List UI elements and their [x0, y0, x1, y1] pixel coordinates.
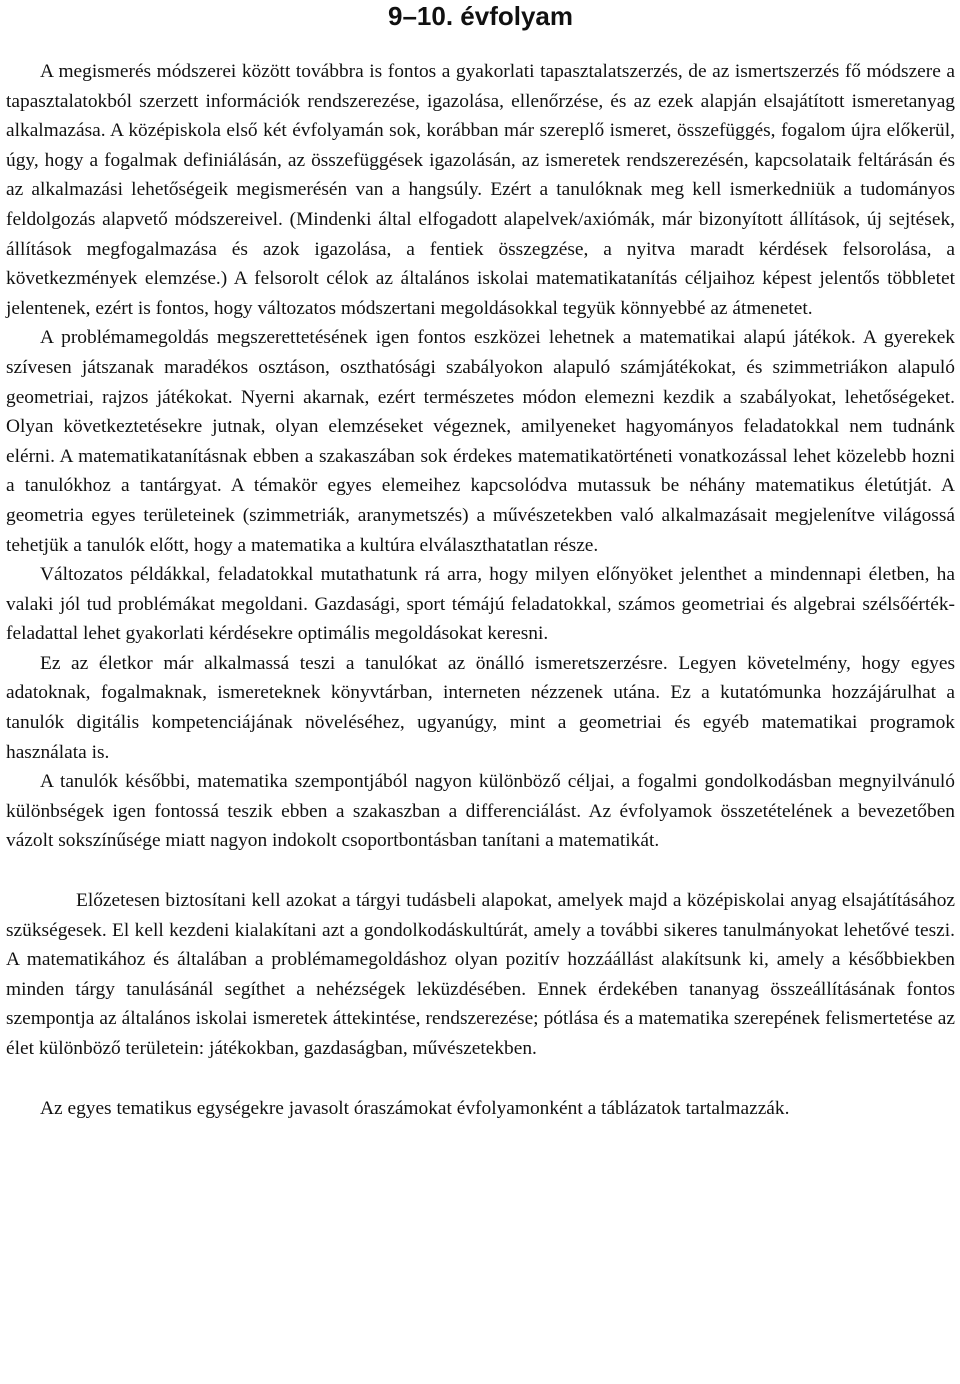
paragraph-independent-learning: Ez az életkor már alkalmassá teszi a tanulókat az önálló ismeretszerzésre. Legyen követelmény, hogy egyes adatoknak, fogalmaknak, ismereteknek könyvtárban, interneten nézzenek utána. Ez a kutatómunka hozzájárulhat a tanulók digitális kompetenciájának növeléséhez, ugyanúgy, mint a geometriai és egyéb matematikai programok használata is.: [6, 652, 955, 763]
page-title: 9–10. évfolyam: [387, 1, 573, 31]
paragraph-learning-methods: A megismerés módszerei között továbbra is fontos a gyakorlati tapasztalatszerzés, de az ismertszerzés fő módszere a tapasztalatokból szerzett információk rendszerezése, igazolása, ellenőrzése, és az ezek alapján elsajátított ismeretanyag alkalmazása. A középiskola első két évfolyamán sok, korábban már szereplő ismeret, összefüggés, fogalom újra előkerül, úgy, hogy a fogalmak definiálásán, az összefüggések igazolásán, az ismeretek rendszerezésén, kapcsolataik feltárásán és az alkalmazási lehetőségeik megismerésén van a hangsúly. Ezért a tanulóknak meg kell ismerkedniük a tudományos feldolgozás alapvető módszereivel. (Mindenki által elfogadott alapelvek/axiómák, már bizonyított állítások, új sejtések, állítások megfogalmazása és azok igazolása, a fentiek összegzése, a nyitva maradt kérdések felsorolása, a következmények elemzése.) A felsorolt célok az általános iskolai matematikatanítás céljaihoz képest jelentős többletet jelentenek, ezért is fontos, hogy változatos módszertani megoldásokkal tegyük könnyebbé az átmenetet.: [6, 61, 955, 319]
paragraph-practical-examples: Változatos példákkal, feladatokkal mutathatunk rá arra, hogy milyen előnyöket jelenthet a mindennapi életben, ha valaki jól tud problémákat megoldani. Gazdasági, sport témájú feladatokkal, számos geometriai és algebrai szélsőérték-feladattal lehet gyakorlati kérdésekre optimális megoldásokat keresni.: [6, 564, 955, 645]
paragraph-tables-note: Az egyes tematikus egységekre javasolt óraszámokat évfolyamonként a táblázatok tartalmazzák.: [40, 1097, 790, 1119]
paragraph-foundations: Előzetesen biztosítani kell azokat a tárgyi tudásbeli alapokat, amelyek majd a középiskolai anyag elsajátításához szükségesek. El kell kezdeni kialakítani azt a gondolkodáskultúrát, amely a további sikeres tanulmányokat lehetővé teszi. A matematikához és általában a problémamegoldáshoz olyan pozitív hozzáállást alakítsunk ki, amely a későbbiekben minden tárgy tanulásánál segíthet a nehézségek leküzdésében. Ennek érdekében tananyag összeállításának fontos szempontja az általános iskolai ismeretek áttekintése, rendszerezése; pótlása és a matematika szerepének felismertetése az élet különböző területein: játékokban, gazdaságban, művészetekben.: [6, 890, 955, 1059]
paragraph-math-games: A problémamegoldás megszerettetésének igen fontos eszközei lehetnek a matematikai alapú játékok. A gyerekek szívesen játszanak maradékos osztáson, oszthatósági szabályokon alapuló számjátékokat, és szimmetriákon alapuló geometriai, rajzos játékokat. Nyerni akarnak, ezért természetes módon elemezni kezdik a szabályokat, lehetőségeket. Olyan következtetésekre jutnak, olyan elemzéseket végeznek, amilyeneket hagyományos feladatokkal nem tudnánk elérni. A matematikatanításnak ebben a szakaszában sok érdekes matematikatörténeti vonatkozással lehet közelebb hozni a tanulókhoz a tantárgyat. A témakör egyes elemeihez kapcsolódva mutassuk be néhány matematikus életútját. A geometria egyes területeinek (szimmetriák, aranymetszés) a művészetekben való alkalmazásait megjelenítve világossá tehetjük a tanulók előtt, hogy a matematika a kultúra elválaszthatatlan része.: [6, 327, 955, 556]
paragraph-differentiation: A tanulók későbbi, matematika szempontjából nagyon különböző céljai, a fogalmi gondolkodásban megnyilvánuló különbségek igen fontossá teszik ebben a szakaszban a differenciálást. Az évfolyamok összetételének a bevezetőben vázolt sokszínűsége miatt nagyon indokolt csoportbontásban tanítani a matematikát.: [6, 771, 955, 852]
document-page: [6, 0, 955, 1123]
